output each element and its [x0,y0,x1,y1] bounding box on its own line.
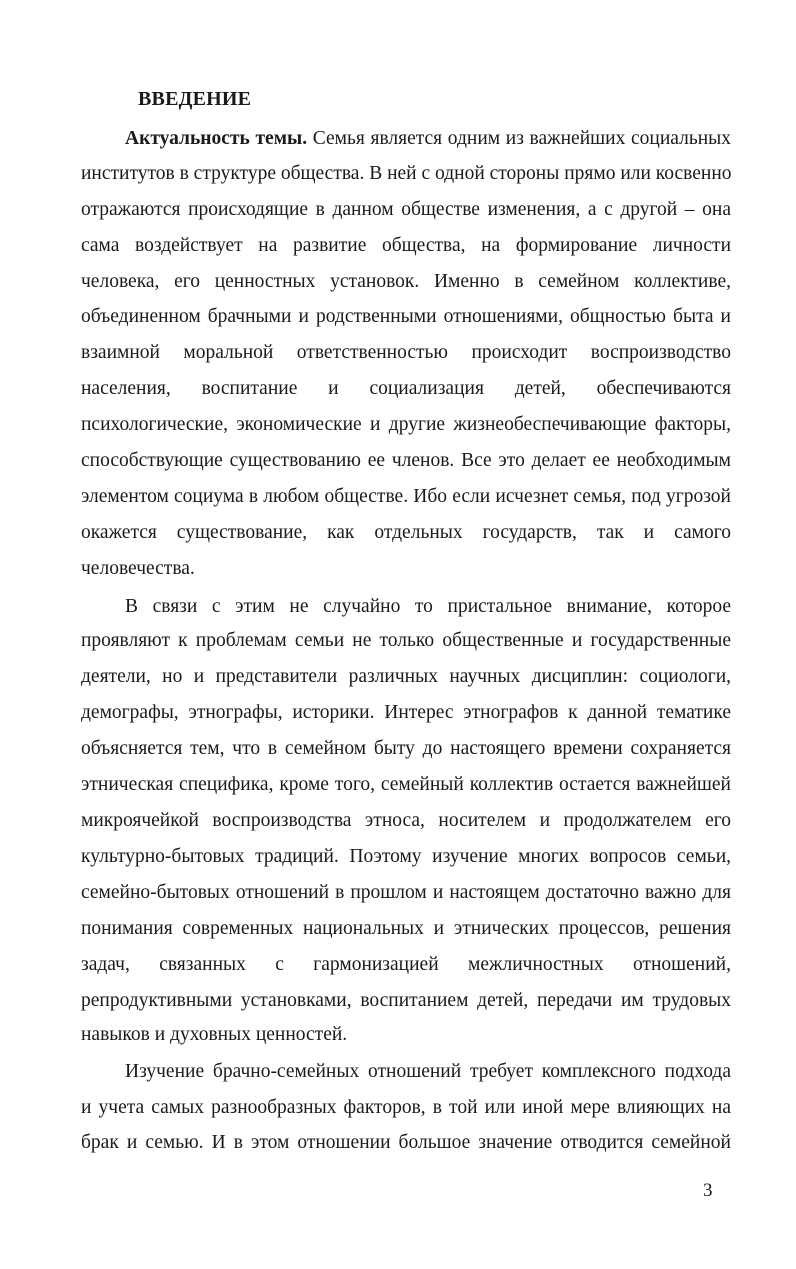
paragraph-line: психологические, экономические и другие жизнеобеспечивающие факторы, [81,414,731,435]
paragraph-line: брак и семью. И в этом отношении большое значение отводится семейной [81,1132,731,1153]
paragraph-line: деятели, но и представители различных научных дисциплин: социологи, [81,666,731,687]
paragraph-line: В связи с этим не случайно то пристальное внимание, которое [125,596,731,617]
paragraph-line: окажется существование, как отдельных государств, так и самого [81,522,731,543]
paragraph-line: человечества. [81,558,195,579]
section-heading: ВВЕДЕНИЕ [138,88,252,110]
paragraph-line: и учета самых разнообразных факторов, в той или иной мере влияющих на [81,1097,731,1118]
paragraph-line: микроячейкой воспроизводства этноса, носителем и продолжателем его [81,810,731,831]
paragraph-line: человека, его ценностных установок. Именно в семейном коллективе, [81,271,731,292]
paragraph-line: культурно-бытовых традиций. Поэтому изучение многих вопросов семьи, [81,846,731,867]
paragraph-line: взаимной моральной ответственностью происходит воспроизводство [81,342,731,363]
paragraph-line: отражаются происходящие в данном обществе изменения, а с другой – она [81,199,731,220]
paragraph-line: понимания современных национальных и этнических процессов, решения [81,918,731,939]
paragraph-line: навыков и духовных ценностей. [81,1024,348,1045]
paragraph-line: институтов в структуре общества. В ней с одной стороны прямо или косвенно [81,163,732,184]
paragraph-line: населения, воспитание и социализация детей, обеспечиваются [81,378,731,399]
paragraph-line: репродуктивными установками, воспитанием детей, передачи им трудовых [81,990,731,1011]
paragraph-line [125,126,731,152]
paragraph-line: Изучение брачно-семейных отношений требует комплексного подхода [125,1061,731,1082]
line-text: Семья является одним из важнейших социальных [307,128,732,149]
paragraph-line: объясняется тем, что в семейном быту до настоящего времени сохраняется [81,738,731,759]
paragraph-line: объединенном брачными и родственными отношениями, общностью быта и [81,306,731,327]
paragraph-line: сама воздействует на развитие общества, на формирование личности [81,235,731,256]
paragraph-line: элементом социума в любом обществе. Ибо если исчезнет семья, под угрозой [81,486,731,507]
paragraph-line: задач, связанных с гармонизацией межличностных отношений, [81,954,731,975]
paragraph-line: способствующие существованию ее членов. Все это делает ее необходимым [81,450,731,471]
paragraph-line: семейно-бытовых отношений в прошлом и настоящем достаточно важно для [81,882,731,903]
paragraph-line: демографы, этнографы, историки. Интерес этнографов к данной тематике [81,702,731,723]
lead-label: Актуальность темы. [125,128,308,149]
page-number: 3 [703,1180,713,1201]
paragraph-line: этническая специфика, кроме того, семейный коллектив остается важнейшей [81,774,731,795]
paragraph-line: проявляют к проблемам семьи не только общественные и государственные [81,630,731,651]
